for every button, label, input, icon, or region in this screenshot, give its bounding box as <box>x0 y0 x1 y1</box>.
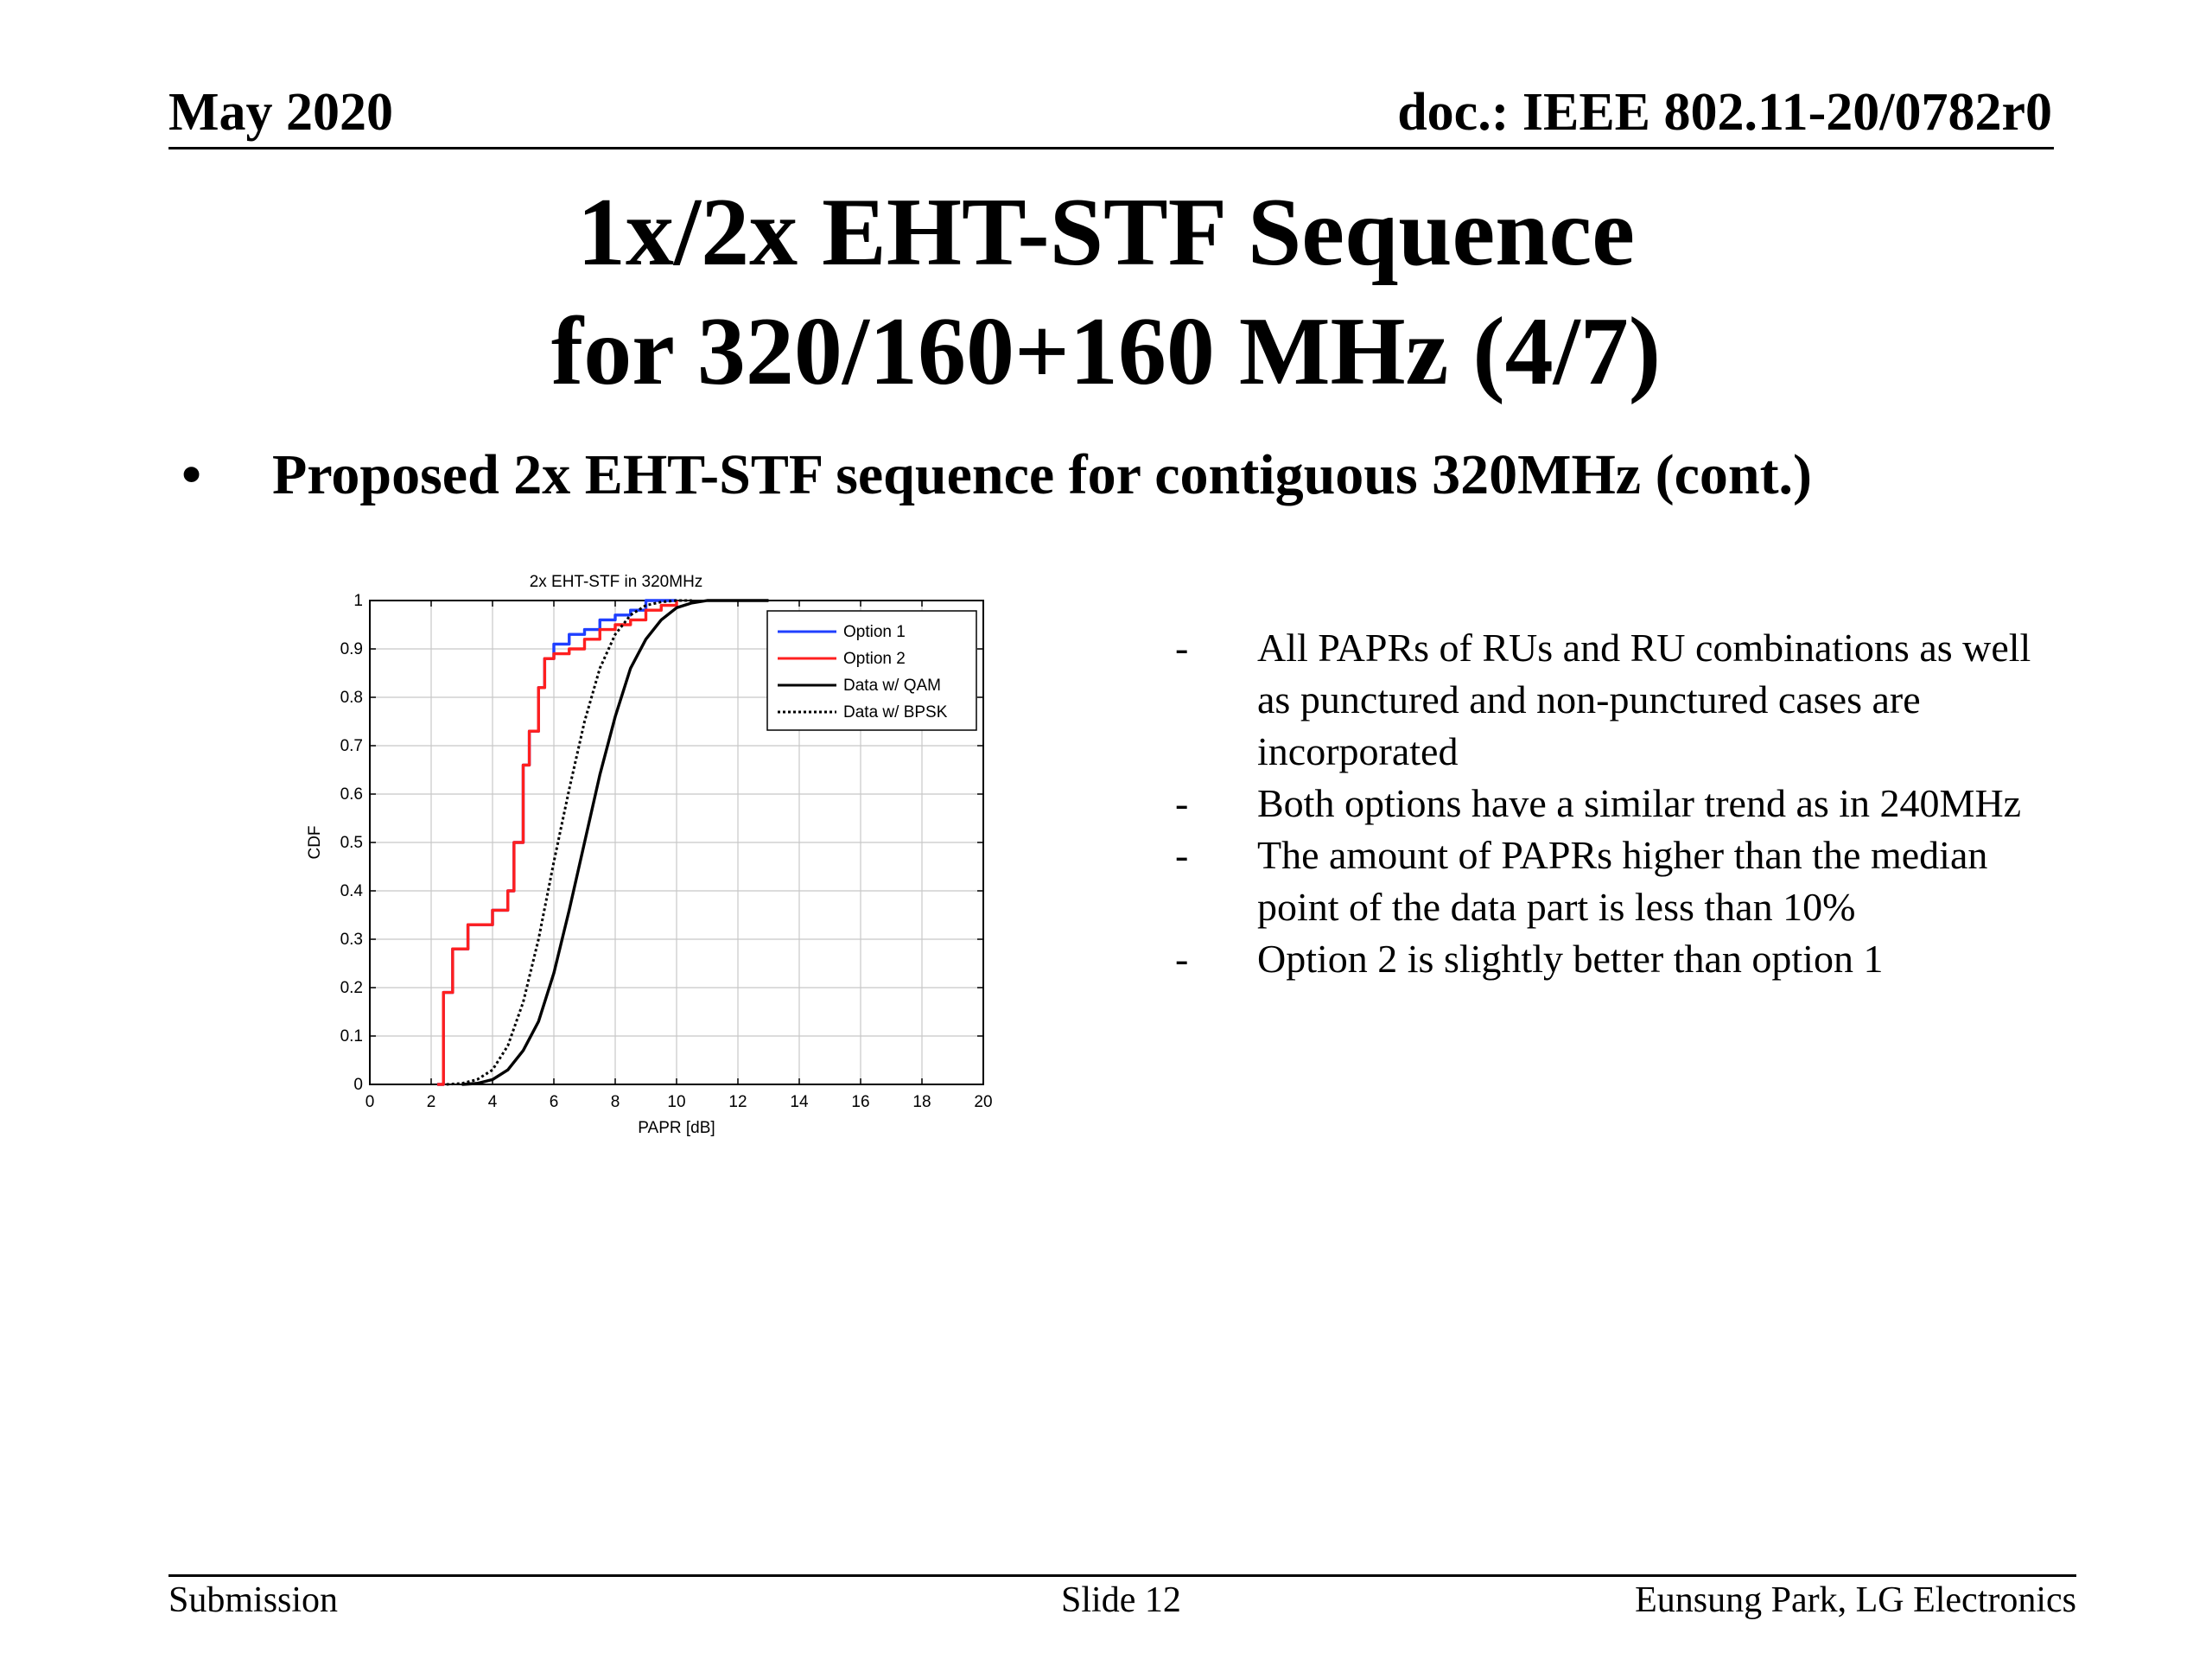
y-tick-label: 0.4 <box>340 882 363 900</box>
footer-rule <box>168 1574 2076 1577</box>
x-tick-label: 20 <box>974 1093 993 1111</box>
note-item <box>1166 933 2056 985</box>
y-tick-label: 0.6 <box>340 785 363 804</box>
y-tick-label: 0.5 <box>340 834 363 852</box>
footer-slide-number: Slide 12 <box>1061 1580 1181 1620</box>
header-doc-id: doc.: IEEE 802.11-20/0782r0 <box>1397 83 2052 142</box>
notes-list <box>1166 622 2056 985</box>
legend-label: Option 2 <box>843 650 906 668</box>
x-tick-label: 2 <box>426 1093 436 1111</box>
x-tick-label: 4 <box>487 1093 498 1111</box>
note-text: All PAPRs of RUs and RU combinations as well as punctured and non-punctured cases are incorporated <box>1257 626 2031 773</box>
chart-title: 2x EHT-STF in 320MHz <box>529 573 703 591</box>
legend-label: Data w/ BPSK <box>843 703 948 721</box>
chart-svg <box>294 562 1002 1158</box>
slide-title <box>0 173 2212 411</box>
y-tick-label: 0.3 <box>340 931 363 949</box>
note-text: The amount of PAPRs higher than the median point of the data part is less than 10% <box>1257 833 1988 929</box>
x-tick-label: 8 <box>610 1093 620 1111</box>
main-bullet <box>181 442 1812 508</box>
footer-author: Eunsung Park, LG Electronics <box>1635 1580 2076 1620</box>
header-rule <box>168 147 2054 149</box>
y-tick-label: 0.1 <box>340 1027 363 1046</box>
y-tick-label: 0.8 <box>340 689 363 707</box>
x-tick-label: 18 <box>912 1093 931 1111</box>
y-tick-label: 1 <box>353 592 363 610</box>
note-text: Option 2 is slightly better than option 1 <box>1257 937 1884 981</box>
bullet-text: Proposed 2x EHT-STF sequence for contiguous 320MHz (cont.) <box>272 443 1813 506</box>
legend-label: Option 1 <box>843 623 906 641</box>
x-tick-label: 6 <box>549 1093 559 1111</box>
note-item <box>1166 830 2056 933</box>
papr-cdf-chart <box>294 562 1002 1158</box>
x-tick-label: 10 <box>667 1093 686 1111</box>
note-marker: - <box>1175 833 1189 877</box>
note-marker: - <box>1175 937 1189 981</box>
note-item <box>1166 622 2056 778</box>
note-item <box>1166 778 2056 830</box>
footer-submission: Submission <box>168 1580 339 1620</box>
y-tick-label: 0.9 <box>340 640 363 658</box>
x-tick-label: 14 <box>790 1093 809 1111</box>
y-axis-label: CDF <box>306 825 324 860</box>
slide-title-line-2: for 320/160+160 MHz (4/7) <box>550 298 1662 405</box>
slide-title-line-1: 1x/2x EHT-STF Sequence <box>577 179 1635 286</box>
x-tick-label: 12 <box>728 1093 747 1111</box>
y-tick-label: 0.2 <box>340 979 363 997</box>
x-tick-label: 16 <box>851 1093 870 1111</box>
bullet-marker: • <box>181 443 202 506</box>
header-date: May 2020 <box>168 83 394 142</box>
x-axis-label: PAPR [dB] <box>638 1119 715 1137</box>
note-text: Both options have a similar trend as in 240MHz <box>1257 781 2022 825</box>
note-marker: - <box>1175 781 1189 825</box>
legend-label: Data w/ QAM <box>843 677 941 695</box>
x-tick-label: 0 <box>365 1093 375 1111</box>
y-tick-label: 0.7 <box>340 737 363 755</box>
y-tick-label: 0 <box>353 1076 363 1094</box>
note-marker: - <box>1175 626 1189 670</box>
